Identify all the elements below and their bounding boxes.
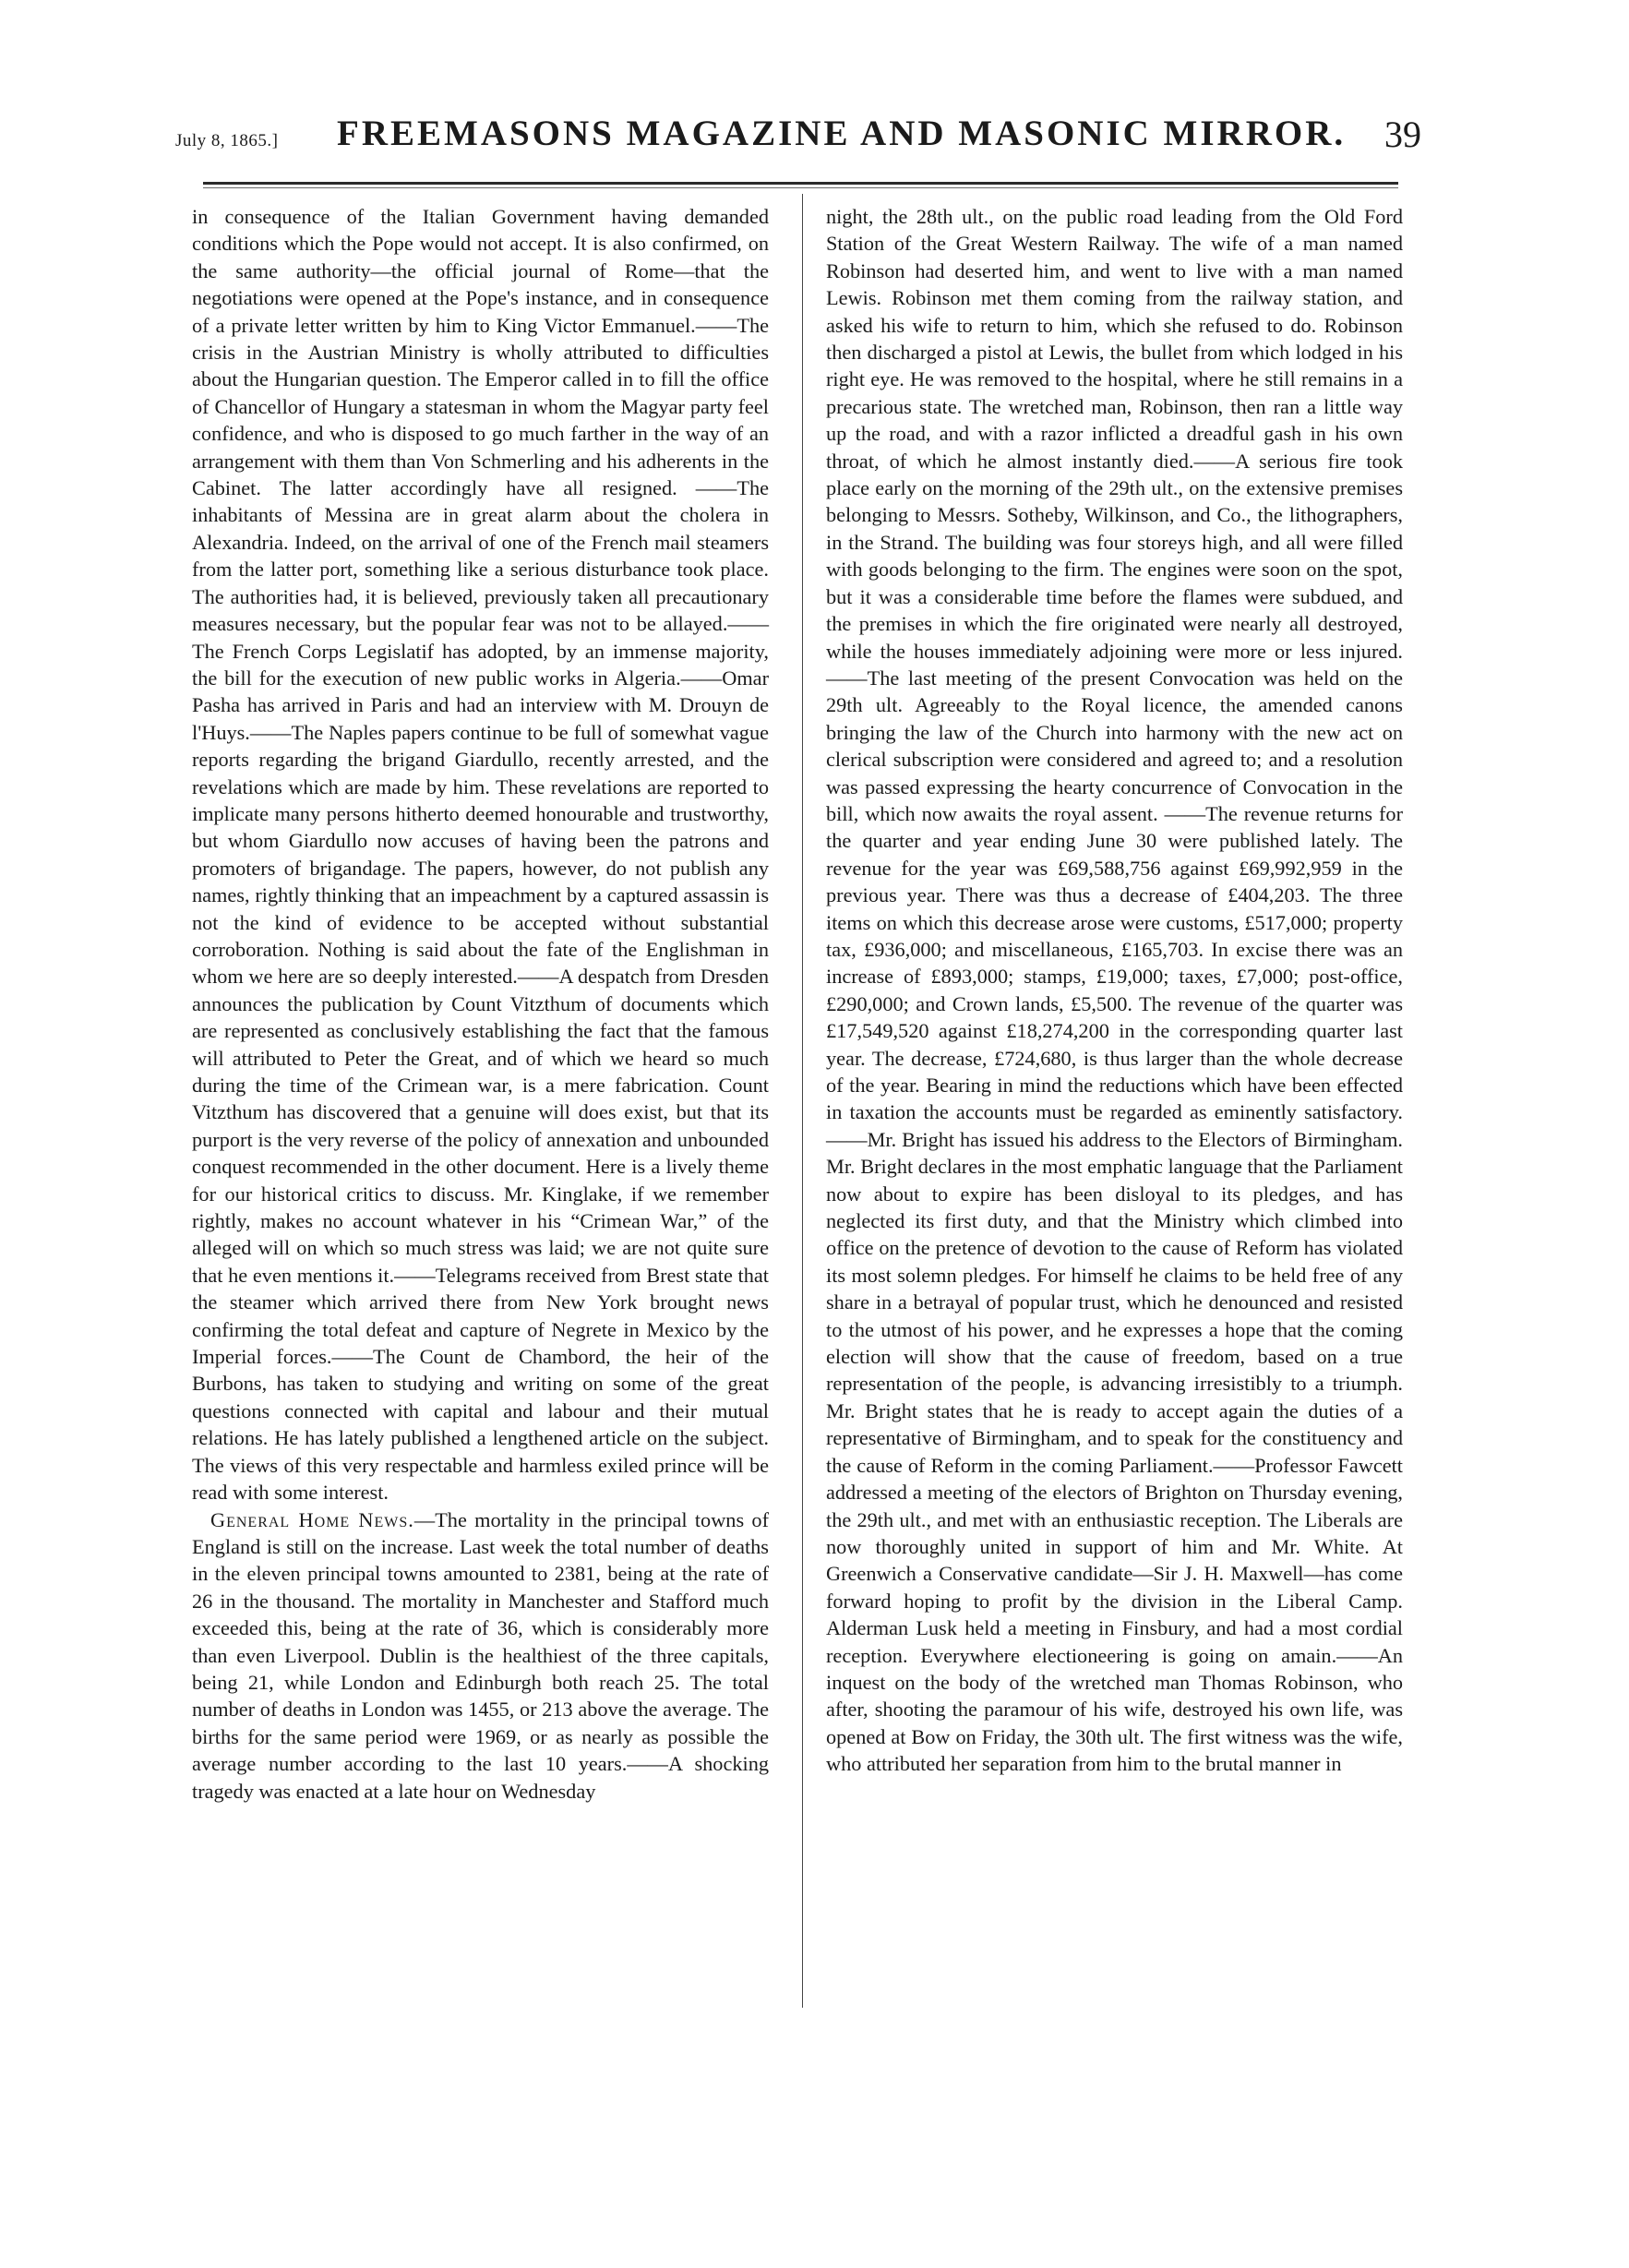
home-news-text: —The mortality in the principal towns of England is still on the increase. Last week the total number of deaths in the eleven principal towns amounted to 2381, being at the rate of 26 in the thousand. The mortality in Manchester and Stafford much exceeded this, being at the rate of 36, which is considerably more than even Liverpool. Dublin is the healthiest of the three capitals, being 21, while London and Edinburgh both reach 25. The total number of deaths in London was 1455, or 213 above the average. The births for the same period were 1969, or as nearly as possible the average number according to the last 10 years.——A shocking tragedy was enacted at a late hour on Wednesday [192, 1507, 769, 1803]
column-divider [802, 194, 803, 2008]
right-column [826, 203, 1403, 1778]
publication-title: FREEMASONS MAGAZINE AND MASONIC MIRROR. [337, 114, 1347, 153]
header-rule [203, 182, 1398, 185]
left-column [192, 203, 769, 1805]
page-header [175, 107, 1431, 162]
header-rule-thin [203, 187, 1398, 188]
home-news-heading: General Home News. [210, 1507, 414, 1531]
left-column-paragraph: in consequence of the Italian Government having demanded conditions which the Pope would not accept. It is also confirmed, on the same authority—the official journal of Rome—that the negotiations were opened at the Pope's instance, and in consequence of a private letter written by him to King Victor Emmanuel.——The crisis in the Austrian Ministry is wholly attributed to difficulties about the Hungarian question. The Emperor called in to fill the office of Chancellor of Hungary a statesman in whom the Magyar party feel confidence, and who is disposed to go much farther in the way of an arrangement with them than Von Schmerling and his adherents in the Cabinet. The latter accordingly have all resigned. ——The inhabitants of Messina are in great alarm about the cholera in Alexandria. Indeed, on the arrival of one of the French mail steamers from the latter port, something like a serious disturbance took place. The authorities had, it is believed, previously taken all precautionary measures necessary, but the popular fear was not to be allayed.——The French Corps Legislatif has adopted, by an immense majority, the bill for the execution of new public works in Algeria.——Omar Pasha has arrived in Paris and had an interview with M. Drouyn de l'Huys.——The Naples papers continue to be full of somewhat vague reports regarding the brigand Giardullo, recently arrested, and the revelations which are made by him. These revelations are reported to implicate many persons hitherto deemed honourable and trustworthy, but whom Giardullo now accuses of having been the patrons and promoters of brigandage. The papers, however, do not publish any names, rightly thinking that an impeachment by a captured assassin is not the kind of evidence to be accepted without substantial corroboration. Nothing is said about the fate of the Englishman in whom we here are so deeply interested.——A despatch from Dresden announces the publication by Count Vitzthum of documents which are represented as conclusively establishing the fact that the famous will attributed to Peter the Great, and of which we heard so much during the time of the Crimean war, is a mere fabrication. Count Vitzthum has discovered that a genuine will does exist, but that its purport is the very reverse of the policy of annexation and unbounded conquest recommended in the other document. Here is a lively theme for our historical critics to discuss. Mr. Kinglake, if we remember rightly, makes no account whatever in his “Crimean War,” of the alleged will on which so much stress was laid; we are not quite sure that he even mentions it.——Telegrams received from Brest state that the steamer which arrived there from New York brought news confirming the total defeat and capture of Negrete in Mexico by the Imperial forces.——The Count de Chambord, the heir of the Burbons, has taken to studying and writing on some of the great questions connected with capital and labour and their mutual relations. He has lately published a lengthened article on the subject. The views of this very respectable and harmless exiled prince will be read with some interest. [192, 205, 769, 1505]
home-news-paragraph [192, 1506, 769, 1805]
right-column-paragraph: night, the 28th ult., on the public road leading from the Old Ford Station of the Great Western Railway. The wife of a man named Robinson had deserted him, and went to live with a man named Lewis. Robinson met them coming from the railway station, and asked his wife to return to him, which she refused to do. Robinson then discharged a pistol at Lewis, the bullet from which lodged in his right eye. He was removed to the hospital, where he still remains in a precarious state. The wretched man, Robinson, then ran a little way up the road, and with a razor inflicted a dreadful gash in his own throat, of which he almost instantly died.——A serious fire took place early on the morning of the 29th ult., on the extensive premises belonging to Messrs. Sotheby, Wilkinson, and Co., the lithographers, in the Strand. The building was four storeys high, and all were filled with goods belonging to the firm. The engines were soon on the spot, but it was a considerable time before the flames were subdued, and the premises in which the fire originated were nearly all destroyed, while the houses immediately adjoining were more or less injured.——The last meeting of the present Convocation was held on the 29th ult. Agreeably to the Royal licence, the amended canons bringing the law of the Church into harmony with the new act on clerical subscription were considered and agreed to; and a resolution was passed expressing the hearty concurrence of Convocation in the bill, which now awaits the royal assent. ——The revenue returns for the quarter and year ending June 30 were published lately. The revenue for the year was £69,588,756 against £69,992,959 in the previous year. There was thus a decrease of £404,203. The three items on which this decrease arose were customs, £517,000; property tax, £936,000; and miscellaneous, £165,703. In excise there was an increase of £893,000; stamps, £19,000; taxes, £7,000; post-office, £290,000; and Crown lands, £5,500. The revenue of the quarter was £17,549,520 against £18,274,200 in the corresponding quarter last year. The decrease, £724,680, is thus larger than the whole decrease of the year. Bearing in mind the reductions which have been effected in taxation the accounts must be regarded as eminently satisfactory.——Mr. Bright has issued his address to the Electors of Birmingham. Mr. Bright declares in the most emphatic language that the Parliament now about to expire has been disloyal to its pledges, and has neglected its first duty, and that the Ministry which climbed into office on the pretence of devotion to the cause of Reform has violated its most solemn pledges. For himself he claims to be held free of any share in a betrayal of popular trust, which he denounced and resisted to the utmost of his power, and he expresses a hope that the coming election will show that the cause of freedom, based on a true representation of the people, is advancing irresistibly to a triumph. Mr. Bright states that he is ready to accept again the duties of a representative of Birmingham, and to speak for the constituency and the cause of Reform in the coming Parliament.——Professor Fawcett addressed a meeting of the electors of Brighton on Thursday evening, the 29th ult., and met with an enthusiastic reception. The Liberals are now thoroughly united in support of him and Mr. White. At Greenwich a Conservative candidate—Sir J. H. Maxwell—has come forward hoping to profit by the division in the Liberal Camp. Alderman Lusk held a meeting in Finsbury, and had a most cordial reception. Everywhere electioneering is going on amain.——An inquest on the body of the wretched man Thomas Robinson, who after, shooting the paramour of his wife, destroyed his own life, was opened at Bow on Friday, the 30th ult. The first witness was the wife, who attributed her separation from him to the brutal manner in [826, 205, 1403, 1776]
issue-date: July 8, 1865.] [175, 131, 279, 150]
page-number: 39 [1384, 114, 1421, 155]
